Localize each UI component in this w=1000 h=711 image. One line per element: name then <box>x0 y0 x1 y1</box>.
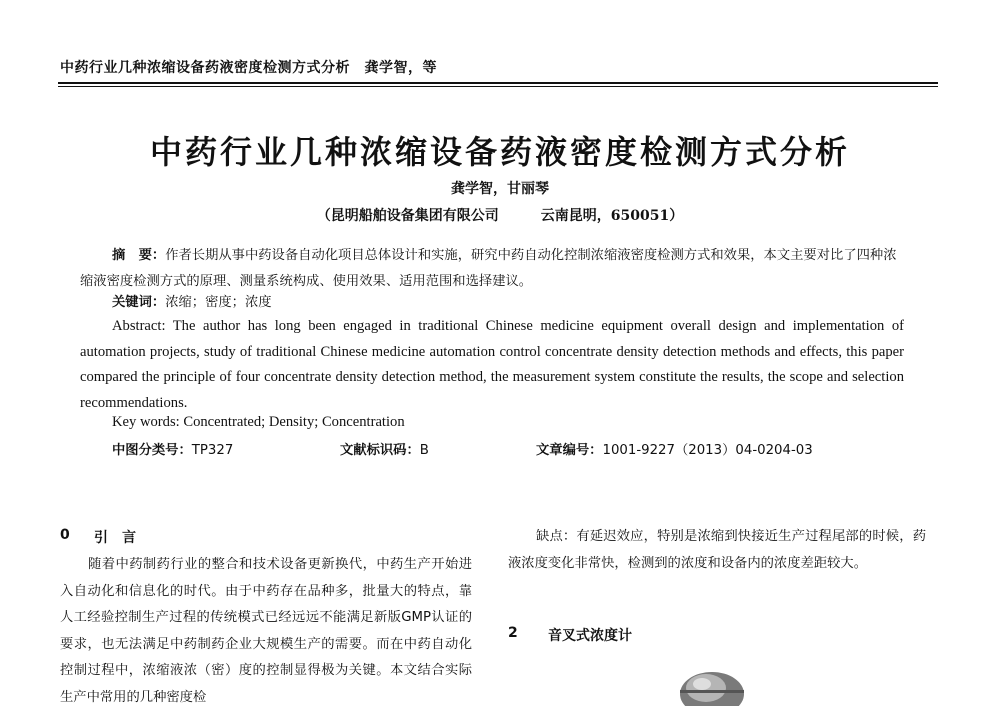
clc-number <box>112 439 233 458</box>
tuning-fork-densitometer-image <box>672 666 752 706</box>
section-2-heading: 音叉式浓度计 <box>548 628 632 644</box>
abstract-en <box>80 314 904 416</box>
article-number-value: 1001-9227（2013）04-0204-03 <box>602 443 813 458</box>
header-rule-thin <box>58 86 938 87</box>
abstract-cn-label: 摘 要： <box>112 248 166 263</box>
abstract-en-text: The author has long been engaged in traditional Chinese medicine equipment overall design and implementation of automation projects, study of traditional Chinese medicine automation control concentrate density detection methods and effects, this paper compared the principle of four concentrate density detection method, the measurement system constitute the results, the scope and selection recommendations. <box>80 318 904 411</box>
abstract-en-label: Abstract: <box>112 318 173 334</box>
keywords-cn <box>112 291 272 310</box>
section-0-text: 随着中药制药行业的整合和技术设备更新换代，中药生产开始进入自动化和信息化的时代。由于中药存在品种多，批量大的特点，靠人工经验控制生产过程的传统模式已经远远不能满足新版GMP认证的要求，也无法满足中药制药企业大规模生产的需要。而在中药自动化控制过程中，浓缩液浓（密）度的控制显得极为关键。本文结合实际生产中常用的几种密度检 <box>60 557 472 705</box>
keywords-cn-text: 浓缩；密度；浓度 <box>165 295 272 310</box>
keywords-en <box>112 414 405 431</box>
article-number-label: 文章编号： <box>536 443 603 458</box>
header-rule <box>58 82 938 84</box>
doc-code-label: 文献标识码： <box>340 443 420 458</box>
paper-title: 中药行业几种浓缩设备药液密度检测方式分析 <box>149 133 850 171</box>
running-head: 中药行业几种浓缩设备药液密度检测方式分析 龚学智，等 <box>60 60 437 76</box>
doc-code <box>340 439 429 458</box>
section-2-number: 2 <box>508 625 518 641</box>
authors: 龚学智，甘丽琴 <box>451 181 549 197</box>
affiliation: （昆明船舶设备集团有限公司 云南昆明，650051） <box>316 208 684 224</box>
section-0-heading: 引 言 <box>94 530 136 546</box>
clc-value: TP327 <box>191 443 234 458</box>
abstract-cn-text: 作者长期从事中药设备自动化项目总体设计和实施，研究中药自动化控制浓缩液密度检测方式和效果，本文主要对比了四种浓缩液密度检测方式的原理、测量系统构成、使用效果、适用范围和选择建议。 <box>80 248 897 289</box>
doc-code-value: B <box>419 443 429 458</box>
right-column-text: 缺点：有延迟效应，特别是浓缩到快接近生产过程尾部的时候，药液浓度变化非常快，检测到的浓度和设备内的浓度差距较大。 <box>508 529 926 571</box>
keywords-en-text: Concentrated; Density; Concentration <box>183 414 405 430</box>
clc-label: 中图分类号： <box>112 443 192 458</box>
section-0-number: 0 <box>60 527 70 543</box>
article-number <box>536 439 813 458</box>
keywords-cn-label: 关键词： <box>112 295 166 310</box>
keywords-en-label: Key words: <box>112 414 184 430</box>
abstract-cn <box>80 243 905 295</box>
